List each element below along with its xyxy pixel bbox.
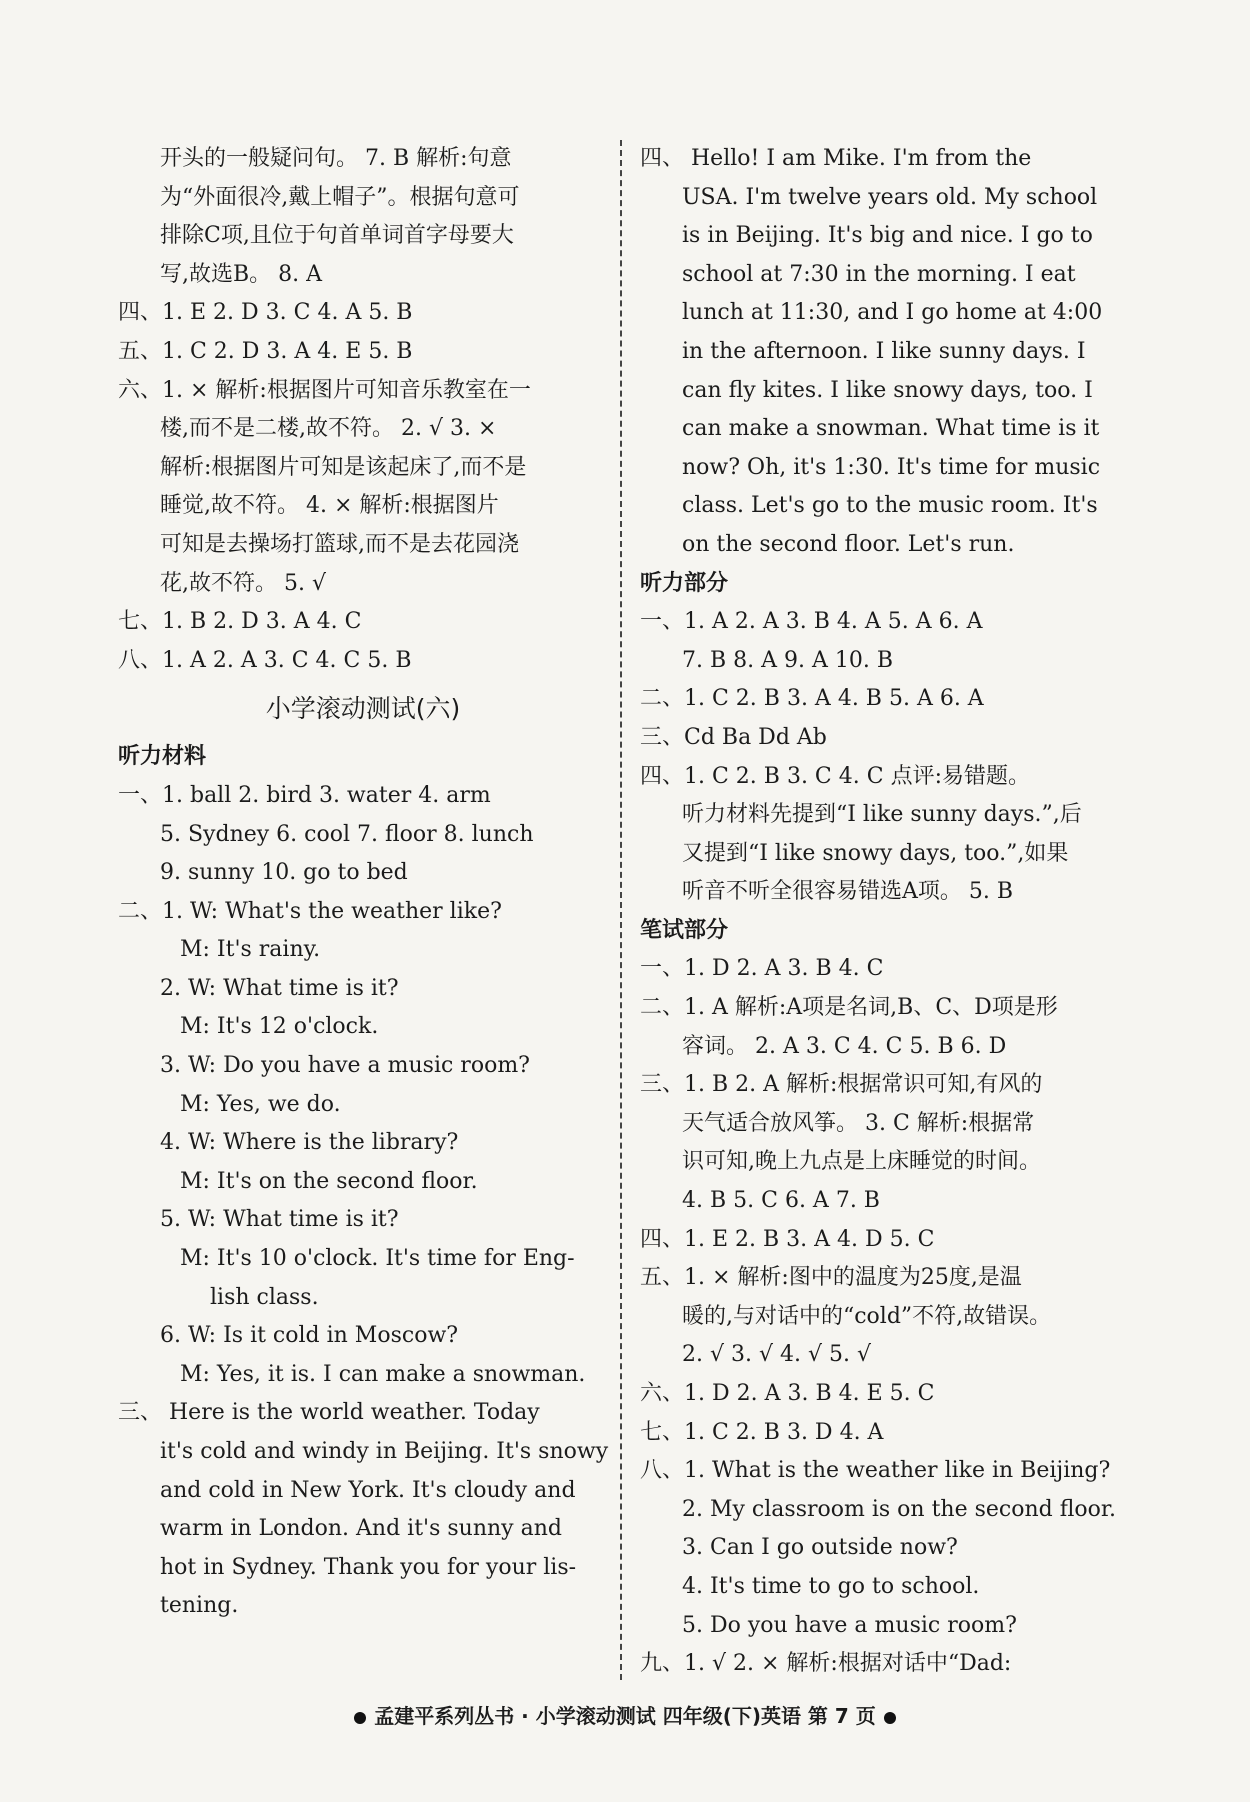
text-line: 四、1. E 2. B 3. A 4. D 5. C [640, 1226, 935, 1252]
text-line: 六、1. D 2. A 3. B 4. E 5. C [640, 1381, 935, 1406]
bullet-dot-icon [884, 1712, 896, 1724]
section-heading: 笔试部分 [640, 917, 729, 943]
text-line: 睡觉,故不符。 4. × 解析:根据图片 [160, 493, 499, 519]
text-line: 三、Cd Ba Dd Ab [640, 724, 827, 750]
text-line: 2. √ 3. √ 4. √ 5. √ [682, 1342, 871, 1368]
text-line: 写,故选B。 8. A [160, 261, 323, 287]
section-heading: 听力部分 [640, 570, 729, 596]
text-line: 一、1. A 2. A 3. B 4. A 5. A 6. A [640, 609, 983, 635]
text-line: M: Yes, we do. [180, 1091, 341, 1117]
text-line: 2. W: What time is it? [160, 975, 399, 1001]
text-line: 解析:根据图片可知是该起床了,而不是 [160, 454, 527, 480]
text-line: 天气适合放风筝。 3. C 解析:根据常 [682, 1110, 1035, 1136]
page-footer [0, 1700, 1250, 1729]
text-line: school at 7:30 in the morning. I eat [682, 261, 1076, 287]
text-line: 7. B 8. A 9. A 10. B [682, 647, 894, 673]
text-line: 6. W: Is it cold in Moscow? [160, 1323, 459, 1349]
text-line: can fly kites. I like snowy days, too. I [682, 377, 1093, 403]
text-line: 八、1. What is the weather like in Beijing? [640, 1458, 1111, 1484]
text-line: can make a snowman. What time is it [682, 416, 1100, 442]
text-line: 识可知,晚上九点是上床睡觉的时间。 [682, 1149, 1041, 1175]
text-line: on the second floor. Let's run. [682, 531, 1015, 557]
text-line: 一、1. ball 2. bird 3. water 4. arm [118, 782, 491, 808]
text-line: USA. I'm twelve years old. My school [682, 184, 1098, 210]
text-line: 四、 Hello! I am Mike. I'm from the [640, 146, 1032, 171]
text-line: in the afternoon. I like sunny days. I [682, 338, 1086, 364]
text-line: hot in Sydney. Thank you for your lis- [160, 1554, 577, 1580]
text-line: 2. My classroom is on the second floor. [682, 1496, 1116, 1522]
text-line: is in Beijing. It's big and nice. I go to [682, 223, 1093, 249]
text-line: 4. W: Where is the library? [160, 1130, 459, 1156]
text-line: 七、1. C 2. B 3. D 4. A [640, 1419, 884, 1445]
text-line: 七、1. B 2. D 3. A 4. C [118, 609, 362, 635]
text-line: 暖的,与对话中的“cold”不符,故错误。 [682, 1303, 1052, 1329]
text-line: 5. W: What time is it? [160, 1207, 399, 1233]
text-line: M: It's 12 o'clock. [180, 1014, 379, 1040]
text-line: 5. Sydney 6. cool 7. floor 8. lunch [160, 821, 534, 847]
text-line: 三、 Here is the world weather. Today [118, 1400, 540, 1426]
section-heading: 听力材料 [118, 744, 207, 770]
text-line: 四、1. E 2. D 3. C 4. A 5. B [118, 300, 413, 326]
text-line: tening. [160, 1593, 239, 1619]
right-answers [640, 140, 1130, 1684]
text-line: it's cold and windy in Beijing. It's snowy [160, 1439, 609, 1464]
text-line: lunch at 11:30, and I go home at 4:00 [682, 300, 1103, 326]
text-line: 九、1. √ 2. × 解析:根据对话中“Dad: [640, 1651, 1012, 1677]
text-line: 一、1. D 2. A 3. B 4. C [640, 956, 884, 982]
right-column [640, 140, 1130, 1684]
text-line: warm in London. And it's sunny and [160, 1516, 562, 1542]
text-line: 5. Do you have a music room? [682, 1612, 1017, 1638]
text-line: 3. Can I go outside now? [682, 1535, 958, 1561]
text-line: 楼,而不是二楼,故不符。 2. √ 3. × [160, 416, 497, 442]
text-line: M: It's on the second floor. [180, 1168, 478, 1194]
text-line: 容词。 2. A 3. C 4. C 5. B 6. D [682, 1033, 1007, 1059]
left-answers [118, 140, 608, 680]
text-line: 可知是去操场打篮球,而不是去花园浇 [160, 531, 519, 557]
text-line: M: It's rainy. [180, 937, 321, 963]
footer-text: 孟建平系列丛书 · 小学滚动测试 四年级(下)英语 第 7 页 [374, 1704, 876, 1728]
text-line: 3. W: Do you have a music room? [160, 1053, 530, 1079]
text-line: 听音不听全很容易错选A项。 5. B [682, 879, 1014, 905]
text-line: 八、1. A 2. A 3. C 4. C 5. B [118, 647, 412, 673]
text-line: lish class. [210, 1284, 319, 1310]
text-line: 二、1. C 2. B 3. A 4. B 5. A 6. A [640, 686, 984, 712]
column-divider [620, 140, 622, 1680]
text-line: and cold in New York. It's cloudy and [160, 1477, 576, 1503]
listening-material [118, 738, 608, 1626]
text-line: 二、1. A 解析:A项是名词,B、C、D项是形 [640, 995, 1058, 1021]
text-line: 花,故不符。 5. √ [160, 570, 326, 596]
text-line: 4. B 5. C 6. A 7. B [682, 1188, 880, 1214]
text-line: 排除C项,且位于句首单词首字母要大 [160, 223, 514, 249]
text-line: 又提到“I like snowy days, too.”,如果 [682, 840, 1069, 866]
test-title: 小学滚动测试(六) [265, 694, 461, 724]
bullet-dot-icon [354, 1712, 366, 1724]
text-line: 二、1. W: What's the weather like? [118, 898, 502, 924]
text-line: 五、1. C 2. D 3. A 4. E 5. B [118, 338, 413, 364]
text-line: now? Oh, it's 1:30. It's time for music [682, 454, 1101, 480]
text-line: 听力材料先提到“I like sunny days.”,后 [682, 802, 1082, 828]
text-line: M: It's 10 o'clock. It's time for Eng- [180, 1246, 575, 1272]
left-column [118, 140, 608, 1626]
text-line: 四、1. C 2. B 3. C 4. C 点评:易错题。 [640, 763, 1030, 789]
text-line: 9. sunny 10. go to bed [160, 860, 408, 886]
text-line: 五、1. × 解析:图中的温度为25度,是温 [640, 1265, 1022, 1291]
text-line: 为“外面很冷,戴上帽子”。根据句意可 [160, 184, 520, 210]
text-line: 开头的一般疑问句。 7. B 解析:句意 [160, 146, 512, 171]
text-line: M: Yes, it is. I can make a snowman. [180, 1361, 586, 1387]
text-line: class. Let's go to the music room. It's [682, 493, 1098, 519]
text-line: 三、1. B 2. A 解析:根据常识可知,有风的 [640, 1072, 1043, 1098]
text-line: 六、1. × 解析:根据图片可知音乐教室在一 [118, 377, 531, 403]
text-line: 4. It's time to go to school. [682, 1573, 980, 1599]
